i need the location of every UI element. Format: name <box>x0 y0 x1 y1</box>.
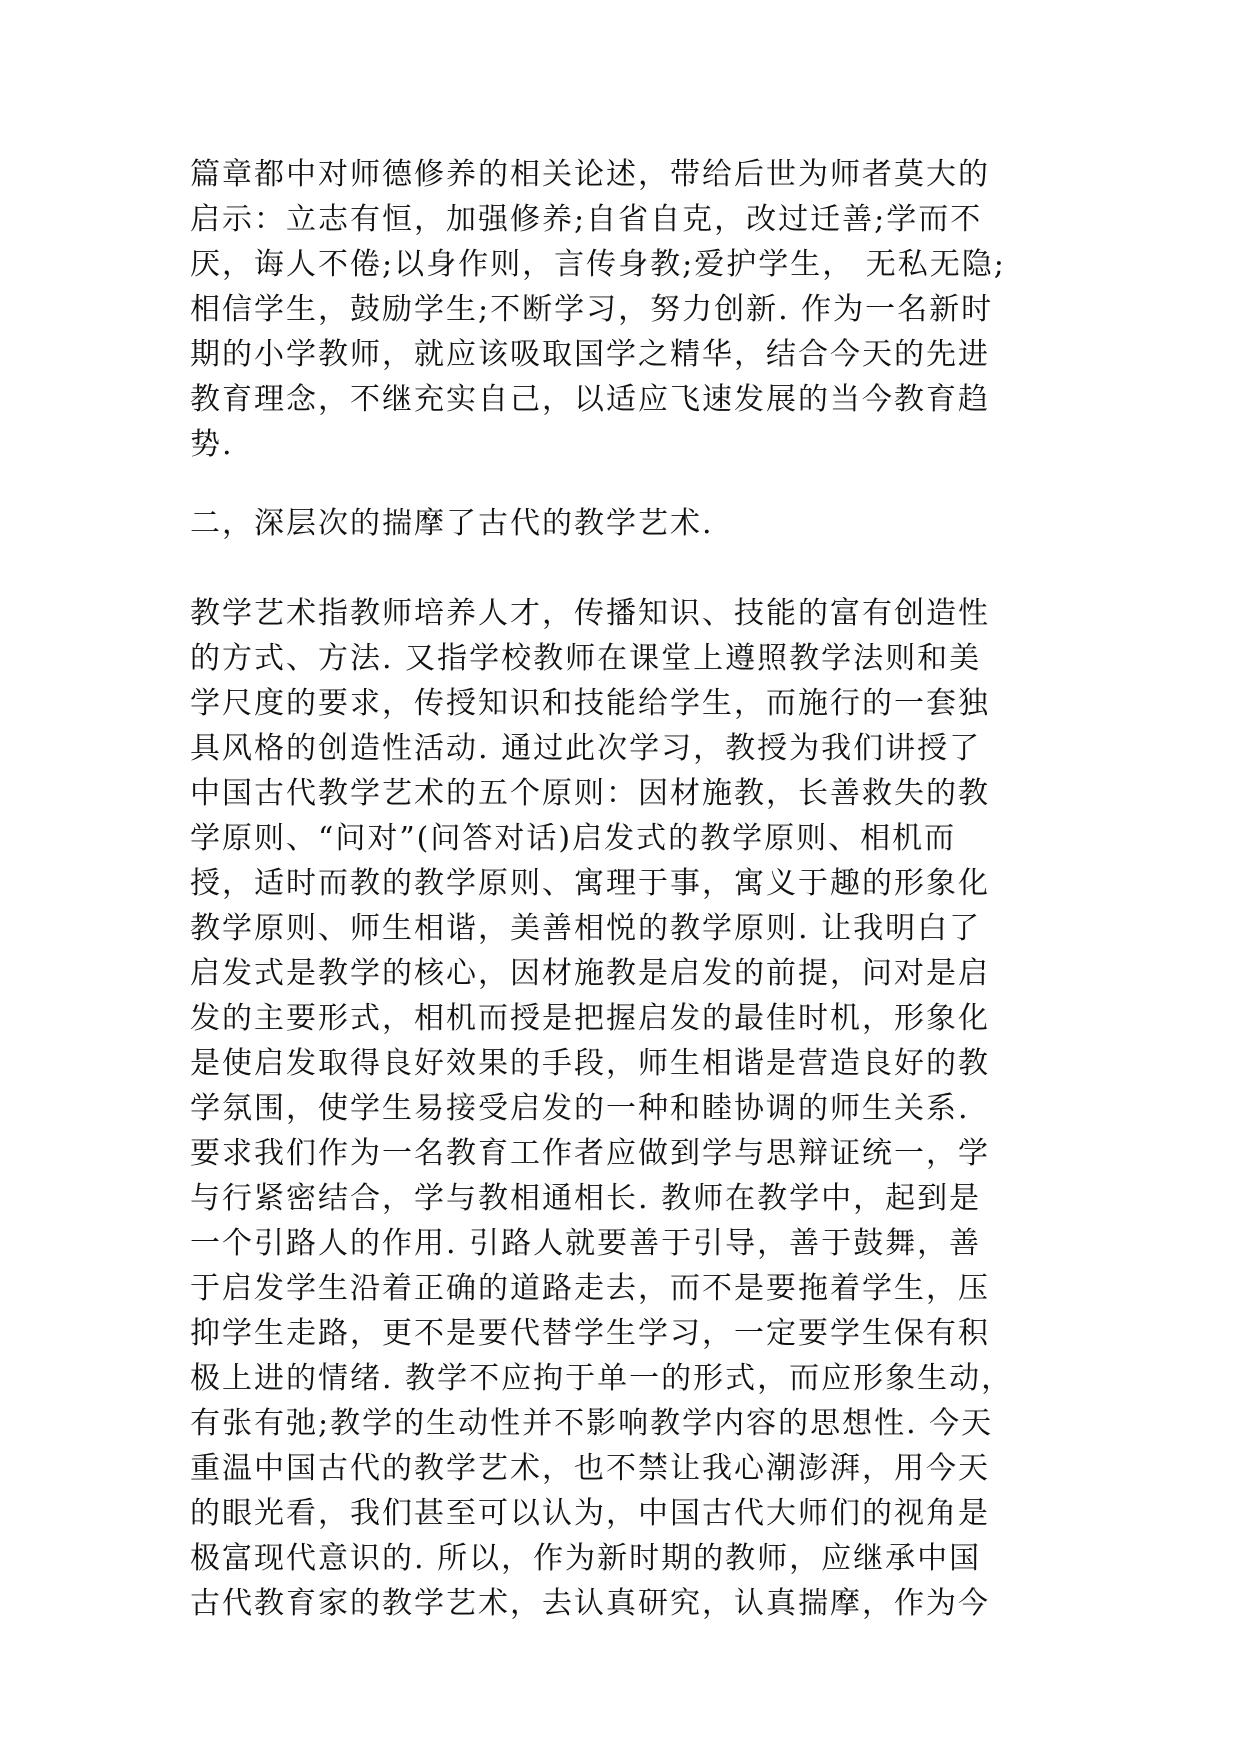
text-line: 学氛围，使学生易接受启发的一种和睦协调的师生关系. <box>190 1091 970 1126</box>
paragraph-teacher-ethics <box>190 152 1050 467</box>
text-line: 厌，诲人不倦;以身作则，言传身教;爱护学生， 无私无隐; <box>190 247 1006 282</box>
text-line: 于启发学生沿着正确的道路走去，而不是要拖着学生，压 <box>190 1271 990 1306</box>
text-line: 学原则、“问对”(问答对话)启发式的教学原则、相机而 <box>190 821 957 856</box>
text-line: 授，适时而教的教学原则、寓理于事，寓义于趣的形象化 <box>190 866 990 901</box>
text-line: 具风格的创造性活动. 通过此次学习，教授为我们讲授了 <box>190 731 982 766</box>
text-line: 重温中国古代的教学艺术，也不禁让我心潮澎湃，用今天 <box>190 1451 990 1486</box>
text-line: 教育理念，不继充实自己，以适应飞速发展的当今教育趋 <box>190 382 990 417</box>
text-line: 有张有弛;教学的生动性并不影响教学内容的思想性. 今天 <box>190 1406 994 1441</box>
text-line: 的眼光看，我们甚至可以认为，中国古代大师们的视角是 <box>190 1496 990 1531</box>
text-line: 期的小学教师，就应该吸取国学之精华，结合今天的先进 <box>190 337 990 372</box>
text-line: 启示：立志有恒，加强修养;自省自克，改过迁善;学而不 <box>190 202 983 237</box>
text-line: 发的主要形式，相机而授是把握启发的最佳时机，形象化 <box>190 1001 990 1036</box>
text-line: 极富现代意识的. 所以，作为新时期的教师，应继承中国 <box>190 1541 982 1576</box>
text-line: 中国古代教学艺术的五个原则：因材施教，长善救失的教 <box>190 776 990 811</box>
text-line: 抑学生走路，更不是要代替学生学习，一定要学生保有积 <box>190 1316 990 1351</box>
section-heading <box>190 501 1050 546</box>
section-heading-text: 二，深层次的揣摩了古代的教学艺术. <box>190 506 714 541</box>
text-line: 教学艺术指教师培养人才，传播知识、技能的富有创造性 <box>190 596 990 631</box>
text-line: 学尺度的要求，传授知识和技能给学生，而施行的一套独 <box>190 686 990 721</box>
text-line: 篇章都中对师德修养的相关论述，带给后世为师者莫大的 <box>190 157 990 192</box>
text-line: 是使启发取得良好效果的手段，师生相谐是营造良好的教 <box>190 1046 990 1081</box>
paragraph-teaching-art <box>190 591 1050 1626</box>
text-line: 相信学生，鼓励学生;不断学习，努力创新. 作为一名新时 <box>190 292 994 327</box>
text-line: 古代教育家的教学艺术，去认真研究，认真揣摩，作为今 <box>190 1586 990 1621</box>
text-line: 与行紧密结合，学与教相通相长. 教师在教学中，起到是 <box>190 1181 982 1216</box>
text-line: 势. <box>190 427 234 462</box>
text-line: 的方式、方法. 又指学校教师在课堂上遵照教学法则和美 <box>190 641 982 676</box>
text-line: 极上进的情绪. 教学不应拘于单一的形式，而应形象生动， <box>190 1361 1014 1396</box>
text-line: 要求我们作为一名教育工作者应做到学与思辩证统一，学 <box>190 1136 990 1171</box>
text-line: 启发式是教学的核心，因材施教是启发的前提，问对是启 <box>190 956 990 991</box>
text-line: 一个引路人的作用. 引路人就要善于引导，善于鼓舞，善 <box>190 1226 982 1261</box>
text-line: 教学原则、师生相谐，美善相悦的教学原则. 让我明白了 <box>190 911 982 946</box>
